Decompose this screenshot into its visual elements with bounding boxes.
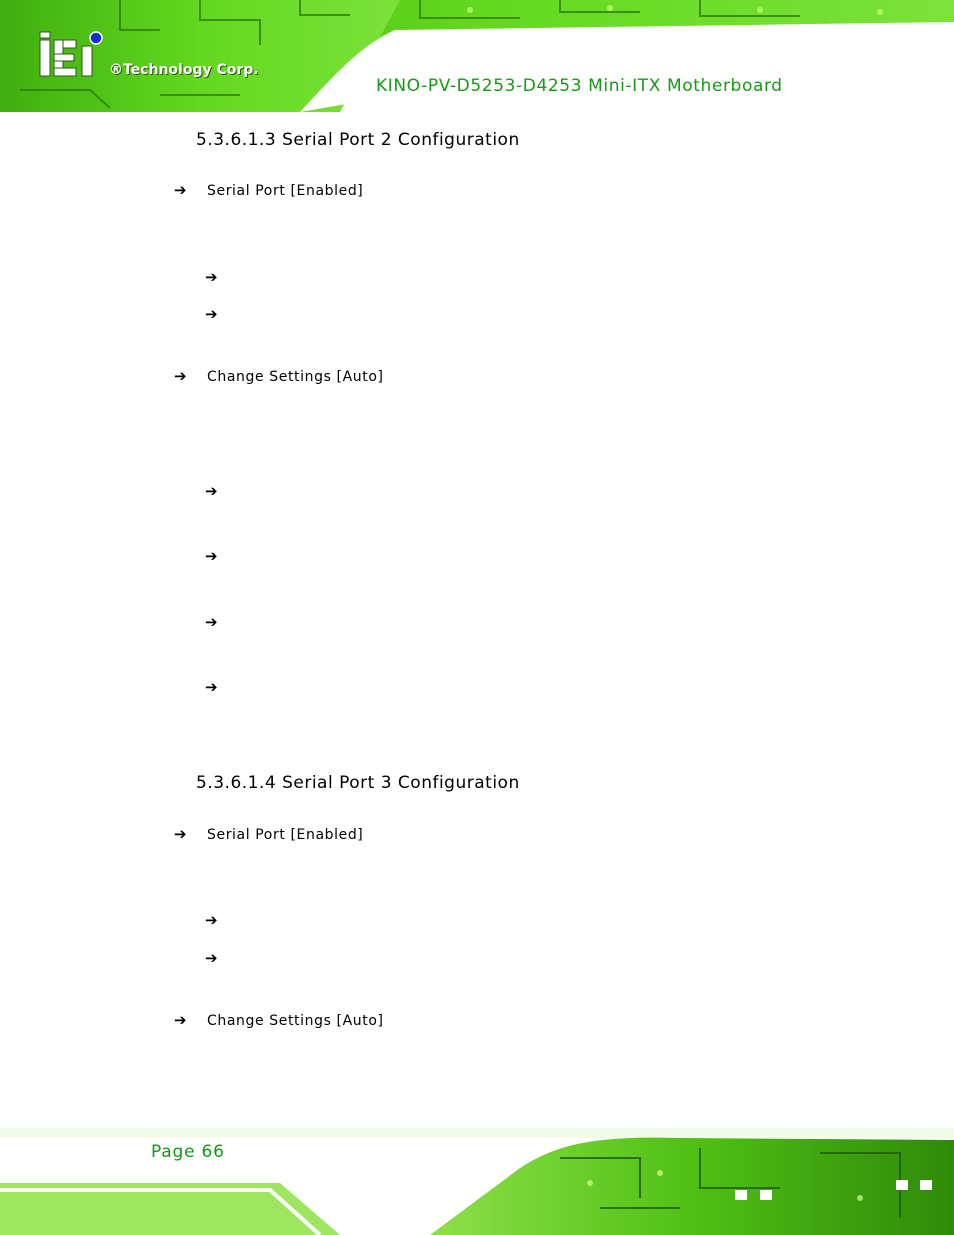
serial-port-2-enabled-item (174, 181, 363, 199)
right-arrow-icon: ➔ (174, 825, 188, 843)
doc-title: KINO-PV-D5253-D4253 Mini-ITX Motherboard (376, 76, 783, 96)
section-heading-serial-port-3: 5.3.6.1.4 Serial Port 3 Configuration (196, 773, 520, 793)
item-label: Change Settings [Auto] (207, 1013, 384, 1029)
right-arrow-icon: ➔ (205, 911, 218, 929)
right-arrow-icon: ➔ (205, 547, 218, 565)
right-arrow-icon: ➔ (174, 367, 188, 385)
right-arrow-icon: ➔ (205, 678, 218, 696)
right-arrow-icon: ➔ (205, 305, 218, 323)
right-arrow-icon: ➔ (174, 1011, 188, 1029)
right-arrow-icon: ➔ (205, 613, 218, 631)
logo-text: ®Technology Corp. (109, 62, 259, 78)
right-arrow-icon: ➔ (174, 181, 188, 199)
serial-port-2-change-settings-item (174, 367, 384, 385)
logo-dot-icon (90, 32, 102, 44)
section-heading-serial-port-2: 5.3.6.1.3 Serial Port 2 Configuration (196, 130, 520, 150)
serial-port-3-enabled-item (174, 825, 363, 843)
right-arrow-icon: ➔ (205, 949, 218, 967)
page-number: Page 66 (151, 1142, 225, 1162)
footer-banner (0, 1128, 954, 1235)
serial-port-3-change-settings-item (174, 1011, 384, 1029)
item-label: Change Settings [Auto] (207, 369, 384, 385)
right-arrow-icon: ➔ (205, 268, 218, 286)
item-label: Serial Port [Enabled] (207, 183, 364, 199)
item-label: Serial Port [Enabled] (207, 827, 364, 843)
right-arrow-icon: ➔ (205, 482, 218, 500)
